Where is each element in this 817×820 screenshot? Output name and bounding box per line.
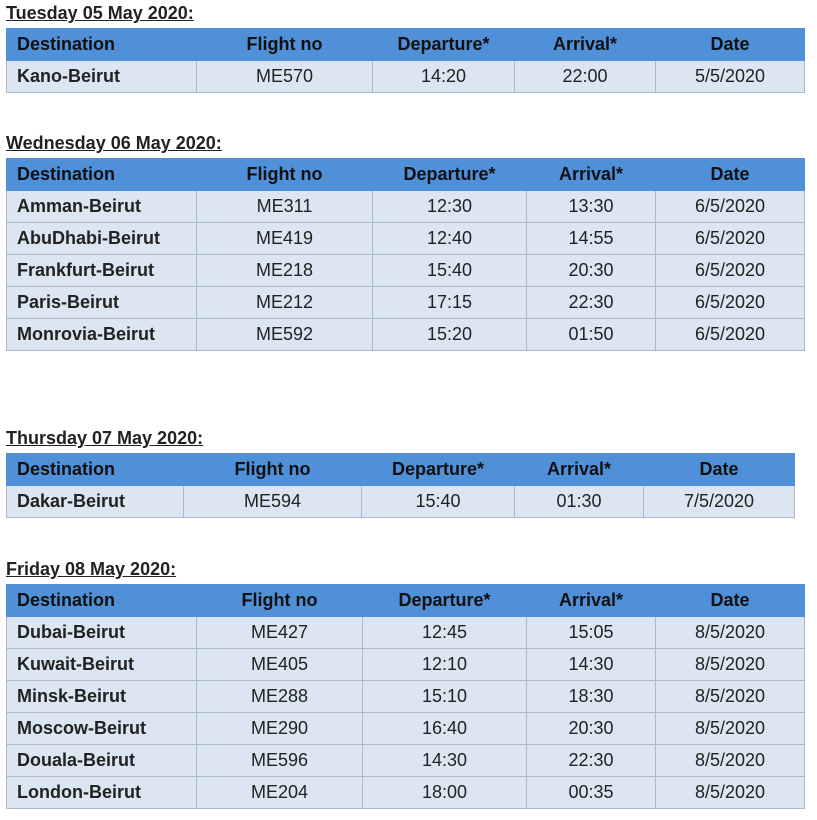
flights-table-thursday [6,453,795,518]
header-departure: Departure* [373,159,527,191]
cell-flight-no: ME290 [197,713,363,745]
cell-date: 8/5/2020 [656,617,805,649]
table-row [7,777,805,809]
cell-date: 6/5/2020 [656,287,805,319]
cell-date: 8/5/2020 [656,777,805,809]
header-departure: Departure* [373,29,515,61]
flights-table-friday [6,584,805,809]
cell-destination: Minsk-Beirut [7,681,197,713]
cell-arrival: 13:30 [527,191,656,223]
cell-date: 6/5/2020 [656,319,805,351]
cell-arrival: 22:00 [515,61,656,93]
header-flight-no: Flight no [197,29,373,61]
cell-date: 8/5/2020 [656,713,805,745]
cell-flight-no: ME596 [197,745,363,777]
cell-flight-no: ME218 [197,255,373,287]
table-header-row [7,454,795,486]
cell-arrival: 14:30 [527,649,656,681]
header-arrival: Arrival* [527,159,656,191]
cell-date: 8/5/2020 [656,745,805,777]
table-row [7,287,805,319]
cell-arrival: 22:30 [527,287,656,319]
cell-departure: 17:15 [373,287,527,319]
header-destination: Destination [7,585,197,617]
table-row [7,319,805,351]
cell-departure: 16:40 [363,713,527,745]
header-arrival: Arrival* [515,29,656,61]
cell-destination: Kuwait-Beirut [7,649,197,681]
cell-flight-no: ME419 [197,223,373,255]
cell-departure: 14:20 [373,61,515,93]
cell-arrival: 20:30 [527,713,656,745]
day-heading-thursday: Thursday 07 May 2020: [6,428,204,448]
header-arrival: Arrival* [515,454,644,486]
table-header-row [7,159,805,191]
cell-flight-no: ME288 [197,681,363,713]
cell-destination: Dakar-Beirut [7,486,184,518]
cell-destination: Paris-Beirut [7,287,197,319]
cell-departure: 12:40 [373,223,527,255]
cell-flight-no: ME204 [197,777,363,809]
header-date: Date [656,159,805,191]
cell-destination: Frankfurt-Beirut [7,255,197,287]
cell-arrival: 01:30 [515,486,644,518]
cell-date: 6/5/2020 [656,191,805,223]
cell-destination: Dubai-Beirut [7,617,197,649]
header-departure: Departure* [363,585,527,617]
table-row [7,617,805,649]
table-row [7,486,795,518]
cell-arrival: 15:05 [527,617,656,649]
flights-table-tuesday [6,28,805,93]
cell-flight-no: ME592 [197,319,373,351]
header-date: Date [656,585,805,617]
cell-flight-no: ME594 [184,486,362,518]
cell-destination: Kano-Beirut [7,61,197,93]
cell-date: 7/5/2020 [644,486,795,518]
cell-departure: 18:00 [363,777,527,809]
day-heading-wednesday: Wednesday 06 May 2020: [6,133,222,153]
cell-departure: 15:20 [373,319,527,351]
cell-departure: 12:30 [373,191,527,223]
cell-date: 8/5/2020 [656,681,805,713]
cell-flight-no: ME311 [197,191,373,223]
header-destination: Destination [7,29,197,61]
cell-destination: AbuDhabi-Beirut [7,223,197,255]
cell-arrival: 14:55 [527,223,656,255]
cell-departure: 12:10 [363,649,527,681]
table-row [7,713,805,745]
cell-arrival: 20:30 [527,255,656,287]
table-row [7,61,805,93]
cell-flight-no: ME212 [197,287,373,319]
header-flight-no: Flight no [197,585,363,617]
cell-arrival: 00:35 [527,777,656,809]
cell-destination: Douala-Beirut [7,745,197,777]
day-heading-tuesday: Tuesday 05 May 2020: [6,3,194,23]
cell-destination: Monrovia-Beirut [7,319,197,351]
cell-destination: Moscow-Beirut [7,713,197,745]
cell-destination: London-Beirut [7,777,197,809]
cell-arrival: 22:30 [527,745,656,777]
header-destination: Destination [7,159,197,191]
cell-departure: 15:40 [362,486,515,518]
table-row [7,223,805,255]
cell-departure: 15:40 [373,255,527,287]
cell-date: 5/5/2020 [656,61,805,93]
cell-arrival: 18:30 [527,681,656,713]
header-destination: Destination [7,454,184,486]
table-row [7,191,805,223]
table-row [7,681,805,713]
header-flight-no: Flight no [184,454,362,486]
table-header-row [7,29,805,61]
cell-flight-no: ME570 [197,61,373,93]
header-departure: Departure* [362,454,515,486]
cell-date: 8/5/2020 [656,649,805,681]
day-heading-friday: Friday 08 May 2020: [6,559,177,579]
cell-departure: 15:10 [363,681,527,713]
cell-departure: 14:30 [363,745,527,777]
cell-destination: Amman-Beirut [7,191,197,223]
cell-flight-no: ME427 [197,617,363,649]
header-arrival: Arrival* [527,585,656,617]
cell-date: 6/5/2020 [656,255,805,287]
table-row [7,255,805,287]
cell-departure: 12:45 [363,617,527,649]
table-header-row [7,585,805,617]
cell-arrival: 01:50 [527,319,656,351]
cell-flight-no: ME405 [197,649,363,681]
flights-table-wednesday [6,158,805,351]
table-row [7,649,805,681]
cell-date: 6/5/2020 [656,223,805,255]
table-row [7,745,805,777]
header-date: Date [644,454,795,486]
header-flight-no: Flight no [197,159,373,191]
header-date: Date [656,29,805,61]
